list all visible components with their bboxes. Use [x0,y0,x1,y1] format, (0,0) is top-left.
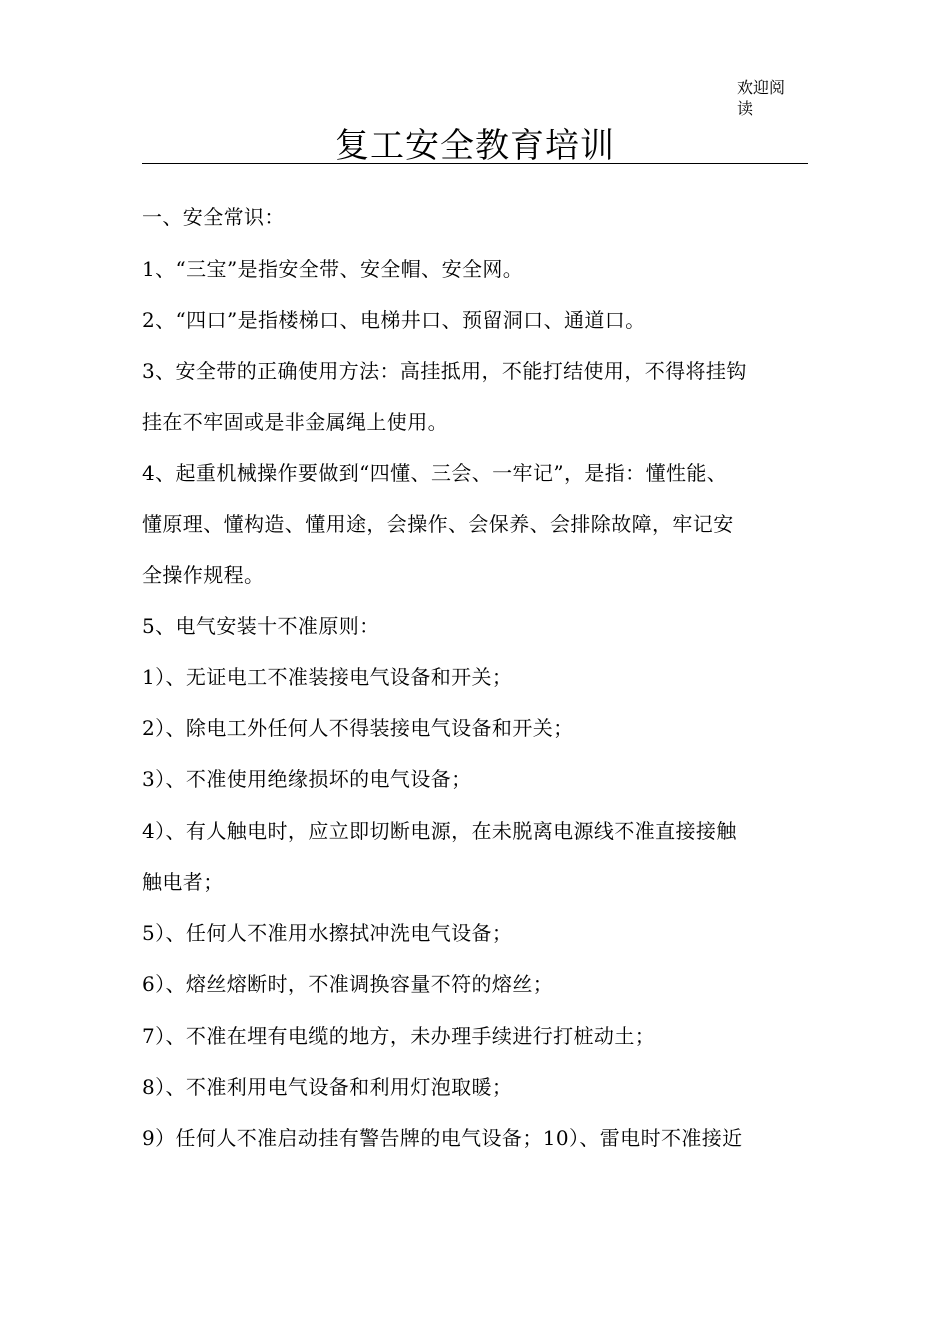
list-item: 3）、不准使用绝缘损坏的电气设备； [142,767,472,791]
list-item: 9）任何人不准启动挂有警告牌的电气设备；10）、雷电时不准接近 [142,1126,743,1150]
list-item: 4）、有人触电时，应立即切断电源，在未脱离电源线不准直接接触 [142,819,737,843]
header-note: 欢迎阅读 [737,78,786,118]
list-item: 6）、熔丝熔断时，不准调换容量不符的熔丝； [142,972,554,996]
paragraph-line: 懂原理、懂构造、懂用途，会操作、会保养、会排除故障，牢记安 [142,512,734,536]
paragraph-line: 挂在不牢固或是非金属绳上使用。 [142,410,448,434]
paragraph-line: 1、“三宝”是指安全带、安全帽、安全网。 [142,257,524,281]
paragraph-line: 全操作规程。 [142,563,265,587]
paragraph-line: 4、起重机械操作要做到“四懂、三会、一牢记”，是指：懂性能、 [142,461,728,485]
list-item: 触电者； [142,870,224,894]
paragraph-line: 3、安全带的正确使用方法：高挂抵用，不能打结使用，不得将挂钩 [142,359,747,383]
title-underline [142,163,808,164]
list-item: 8）、不准利用电气设备和利用灯泡取暖； [142,1075,513,1099]
page-title: 复工安全教育培训 [335,126,615,166]
list-item: 1）、无证电工不准装接电气设备和开关； [142,665,513,689]
paragraph-line: 5、电气安装十不准原则： [142,614,380,638]
section-heading: 一、安全常识： [142,205,285,229]
list-item: 7）、不准在埋有电缆的地方，未办理手续进行打桩动土； [142,1024,656,1048]
list-item: 2）、除电工外任何人不得装接电气设备和开关； [142,716,574,740]
list-item: 5）、任何人不准用水擦拭冲洗电气设备； [142,921,513,945]
paragraph-line: 2、“四口”是指楼梯口、电梯井口、预留洞口、通道口。 [142,308,646,332]
